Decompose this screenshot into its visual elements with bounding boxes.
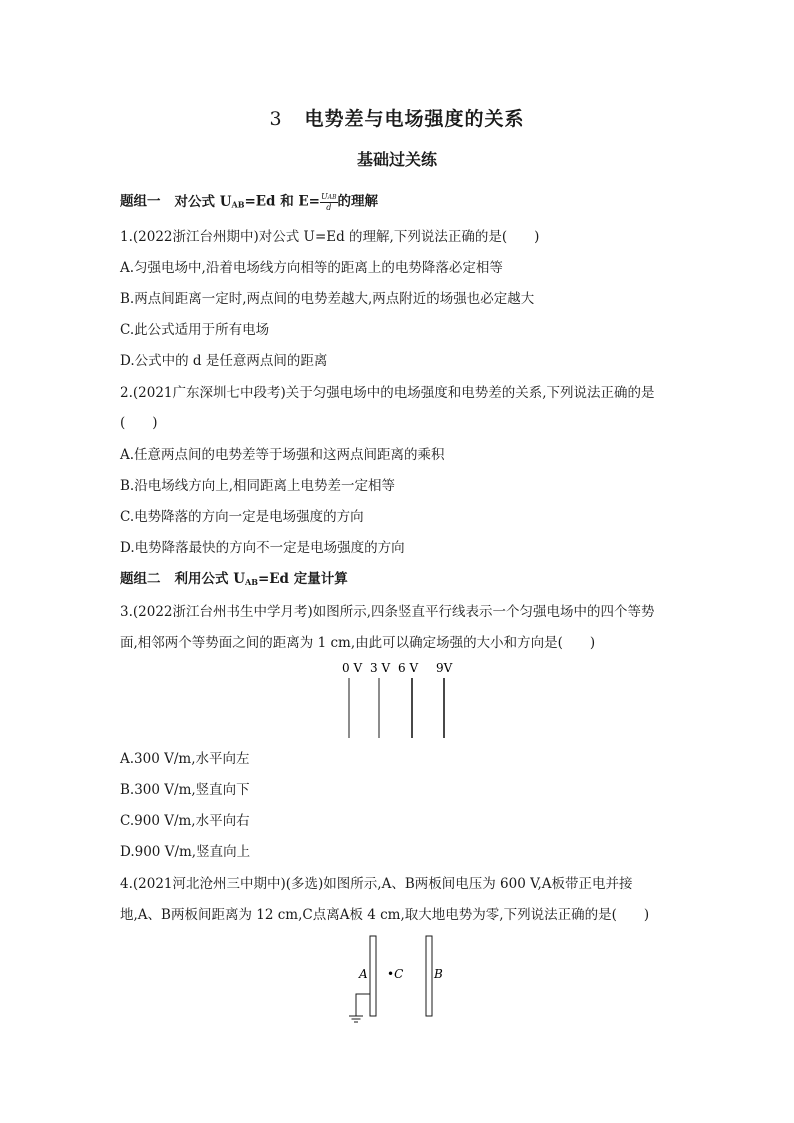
q2-option-c: C.电势降落的方向一定是电场强度的方向	[120, 509, 364, 525]
group2-label: 题组二	[120, 571, 161, 587]
fraction-num-text: U	[321, 192, 328, 201]
q2-stem-cont: ( )	[120, 415, 158, 431]
point-c-label: •C	[387, 967, 404, 981]
group1-label: 题组一	[120, 193, 161, 210]
section-number: 3	[269, 108, 283, 130]
ground-symbol-icon	[349, 1016, 363, 1022]
equipotential-label-2: 6 V	[398, 661, 419, 675]
q3-option-a: A.300 V/m,水平向左	[120, 751, 250, 767]
group2-heading	[120, 570, 348, 591]
q2-option-a: A.任意两点间的电势差等于场强和这两点间距离的乘积	[120, 447, 445, 463]
group1-sub-a: AB	[231, 199, 245, 210]
q2-option-d: D.电势降落最快的方向不一定是电场强度的方向	[120, 540, 405, 556]
capacitor-plates-figure	[340, 932, 450, 1028]
section-title-text: 电势差与电场强度的关系	[304, 108, 525, 130]
q3-stem: 3.(2022浙江台州书生中学月考)如图所示,四条竖直平行线表示一个匀强电场中的四个等势	[120, 604, 655, 620]
q1-option-b: B.两点间距离一定时,两点间的电势差越大,两点附近的场强也必定越大	[120, 291, 535, 307]
group1-text-b: =Ed 和 E=	[244, 193, 320, 210]
equipotential-label-3: 9V	[436, 661, 453, 675]
q2-stem: 2.(2021广东深圳七中段考)关于匀强电场中的电场强度和电势差的关系,下列说法正确的是	[120, 385, 655, 401]
q2-option-b: B.沿电场线方向上,相同距离上电势差一定相等	[120, 478, 396, 494]
plate-b	[426, 936, 432, 1016]
q4-stem-cont: 地,A、B两板间距离为 12 cm,C点离A板 4 cm,取大地电势为零,下列说法正确的是( )	[120, 907, 650, 923]
section-title	[0, 104, 794, 131]
q3-option-c: C.900 V/m,水平向右	[120, 813, 250, 829]
q1-option-c: C.此公式适用于所有电场	[120, 322, 270, 338]
group2-text-a: 利用公式 U	[174, 571, 245, 587]
ground-wire	[356, 994, 370, 1016]
group1-heading	[120, 192, 378, 214]
section-subtitle: 基础过关练	[356, 150, 437, 169]
q3-option-d: D.900 V/m,竖直向上	[120, 844, 251, 860]
fraction-numerator	[320, 192, 338, 203]
plate-a	[370, 936, 376, 1016]
equipotential-figure	[330, 656, 460, 742]
q1-option-d: D.公式中的 d 是任意两点间的距离	[120, 353, 328, 369]
formula-fraction	[320, 192, 338, 212]
equipotential-label-0: 0 V	[342, 661, 363, 675]
q3-option-b: B.300 V/m,竖直向下	[120, 782, 250, 798]
fraction-denominator: d	[326, 203, 332, 212]
q1-option-a: A.匀强电场中,沿着电场线方向相等的距离上的电势降落必定相等	[120, 260, 503, 276]
q3-stem-cont: 面,相邻两个等势面之间的距离为 1 cm,由此可以确定场强的大小和方向是( )	[120, 635, 596, 651]
group1-text-a: 对公式 U	[174, 193, 232, 210]
group2-text-b: =Ed 定量计算	[257, 571, 348, 587]
equipotential-label-1: 3 V	[370, 661, 391, 675]
q1-stem: 1.(2022浙江台州期中)对公式 U=Ed 的理解,下列说法正确的是( )	[120, 229, 540, 245]
plate-a-label: A	[359, 967, 368, 981]
group2-sub-a: AB	[244, 577, 258, 587]
group1-text-c: 的理解	[337, 193, 378, 210]
fraction-num-sub: AB	[327, 194, 337, 201]
q4-stem: 4.(2021河北沧州三中期中)(多选)如图所示,A、B两板间电压为 600 V,A板带正电并接	[120, 876, 633, 892]
plate-b-label: B	[434, 967, 443, 981]
